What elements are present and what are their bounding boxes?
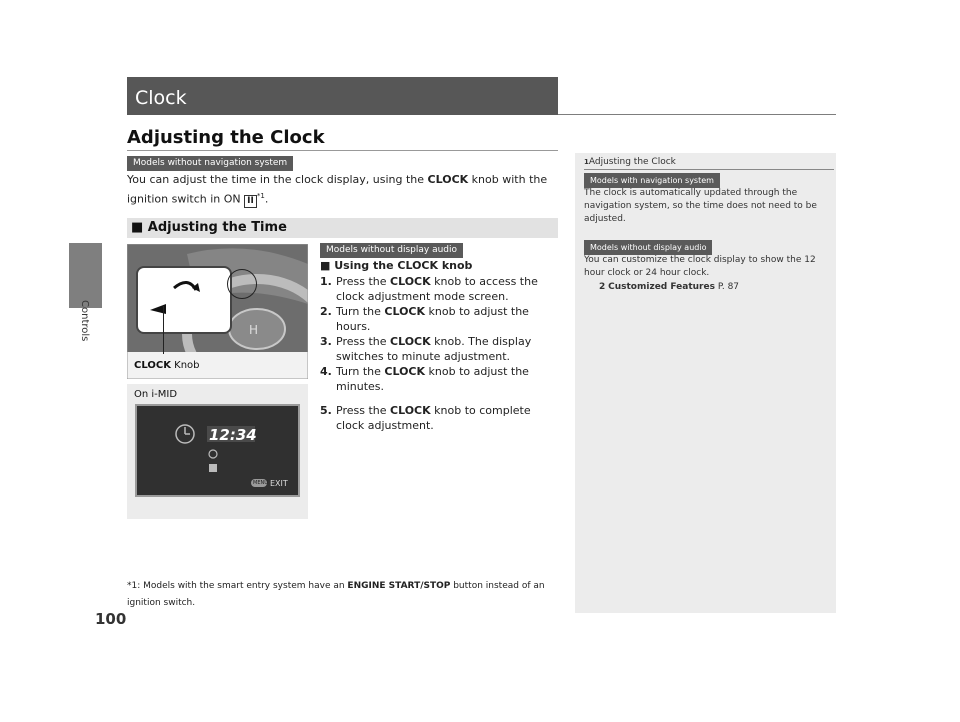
intro-text-2: knob with the ignition switch in ON [127, 173, 548, 206]
step-number: 4. [320, 365, 332, 378]
knob-label-bold: CLOCK [134, 360, 171, 371]
step-text: Turn the [336, 365, 385, 378]
step-bold: CLOCK [390, 275, 431, 288]
customized-features-link[interactable] [599, 281, 739, 294]
link-arrow-icon: 2 [599, 282, 606, 292]
step-text: knob to access the clock adjustment mode screen. [336, 275, 538, 303]
step-bold: CLOCK [390, 404, 431, 417]
badge-without-display-audio-sidebar: Models without display audio [584, 240, 712, 255]
section-title-bar [127, 77, 558, 115]
step-text: knob. The display switches to minute adjustment. [336, 335, 532, 363]
step-bold: CLOCK [384, 305, 426, 318]
imid-label: On i-MID [134, 389, 178, 400]
step-bold: CLOCK [390, 335, 431, 348]
ignition-key-icon: II [244, 195, 257, 208]
badge-with-navigation: Models with navigation system [584, 173, 720, 188]
step-item [320, 334, 560, 364]
sidebar-heading-text: Adjusting the Clock [588, 157, 676, 167]
step-text: Press the [336, 275, 390, 288]
intro-text-1: You can adjust the time in the clock display, using the [127, 173, 428, 186]
step-item [320, 304, 560, 334]
step-text: knob to adjust the hours. [336, 305, 529, 333]
footnote [127, 578, 562, 612]
svg-text:H: H [249, 323, 259, 337]
badge-without-navigation: Models without navigation system [127, 156, 293, 171]
step-item [320, 403, 560, 433]
intro-paragraph [127, 171, 559, 208]
side-tab-marker [69, 243, 102, 308]
link-label[interactable]: Customized Features [608, 282, 715, 292]
link-page[interactable]: P. 87 [717, 282, 740, 292]
step-bold: CLOCK [384, 365, 426, 378]
knob-zoom-circle [227, 269, 257, 299]
side-tab-label: Controls [79, 300, 90, 342]
title-divider [558, 114, 836, 115]
note-icon: 1 [584, 158, 589, 166]
step-text: knob to adjust the minutes. [336, 365, 529, 393]
step-text: Press the [336, 404, 390, 417]
steps-list [320, 258, 560, 433]
sidebar-nav-text: The clock is automatically updated through the navigation system, so the time does not need to be adjusted. [584, 188, 817, 224]
step-text: Press the [336, 335, 390, 348]
step-number: 5. [320, 404, 332, 417]
steering-wheel-illustration [127, 244, 308, 379]
sidebar-audio-text: You can customize the clock display to show the 12 hour clock or 24 hour clock. [584, 255, 816, 278]
step-text: knob to complete clock adjustment. [336, 404, 531, 432]
footnote-text-2: button instead of an ignition switch. [127, 581, 545, 608]
page-heading: Adjusting the Clock [127, 127, 325, 148]
step-number: 3. [320, 335, 332, 348]
footnote-text-1: *1: Models with the smart entry system have an [127, 581, 348, 591]
knob-leader-line [163, 306, 164, 354]
page-number: 100 [95, 610, 127, 628]
section-title: Clock [135, 87, 187, 109]
step-item [320, 274, 560, 304]
rotate-arrow-icon [138, 268, 230, 332]
sidebar-divider [584, 169, 834, 170]
knob-callout-box [136, 266, 232, 334]
knob-label [134, 360, 200, 371]
step-item [320, 364, 560, 394]
subheading-bar [127, 218, 558, 238]
sidebar-heading [584, 156, 676, 169]
knob-label-text: Knob [170, 360, 200, 371]
footnote-bold: ENGINE START/STOP [347, 581, 451, 591]
step-text: Turn the [336, 305, 385, 318]
footnote-ref: *1 [256, 192, 265, 200]
subheading: ■ Adjusting the Time [131, 220, 287, 235]
badge-without-display-audio: Models without display audio [320, 243, 463, 258]
steps-title: ■ Using the CLOCK knob [320, 259, 473, 272]
imid-screen [135, 404, 300, 497]
step-number: 1. [320, 275, 332, 288]
intro-end: . [264, 192, 269, 206]
imid-time: 12:34 [209, 426, 257, 444]
imid-menu-label: MENU [253, 480, 268, 486]
imid-exit-label: EXIT [270, 479, 288, 488]
step-number: 2. [320, 305, 332, 318]
heading-divider [127, 150, 558, 151]
intro-bold: CLOCK [427, 173, 469, 186]
